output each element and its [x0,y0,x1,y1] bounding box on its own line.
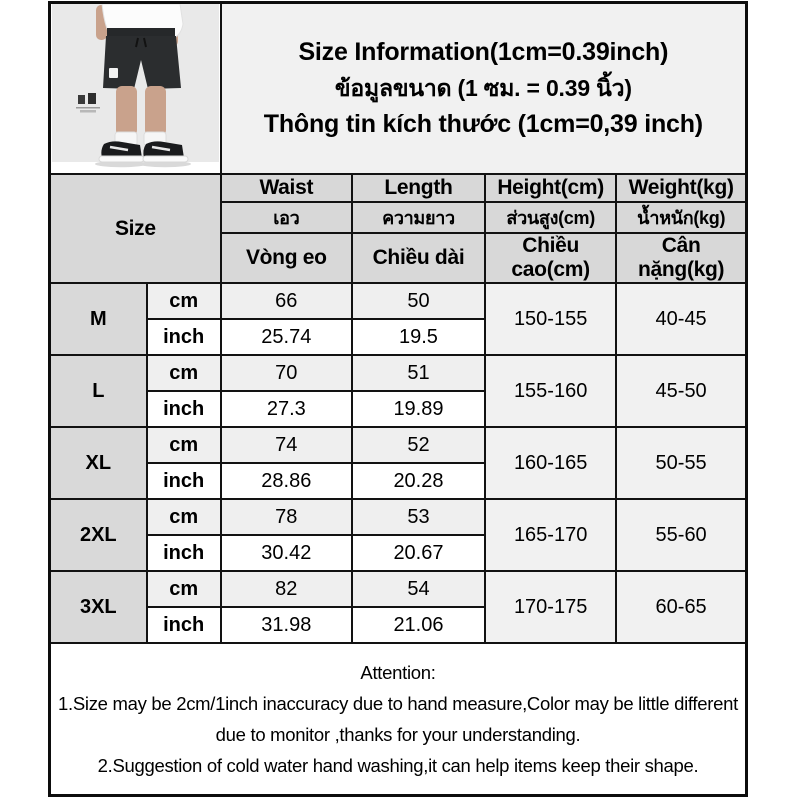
length-cm-value: 50 [352,283,485,319]
size-label-2xl: 2XL [50,499,147,571]
title-vietnamese: Thông tin kích thước (1cm=0,39 inch) [263,110,703,138]
model-photo-illustration [52,4,219,168]
unit-label-inch: inch [147,463,221,499]
attention-line-1: 1.Size may be 2cm/1inch inaccuracy due to hand measure,Color may be little different due to monitor ,thanks for your understanding. [58,693,738,745]
waist-inch-value: 31.98 [221,607,352,643]
length-cm-value: 52 [352,427,485,463]
col-header-height-th: ส่วนสูง(cm) [485,202,616,233]
weight-range-value: 40-45 [616,283,746,355]
length-inch-value: 20.28 [352,463,485,499]
weight-range-value: 60-65 [616,571,746,643]
unit-label-inch: inch [147,535,221,571]
size-label-m: M [50,283,147,355]
col-header-weight-en: Weight(kg) [616,174,746,202]
attention-heading: Attention: [360,662,436,683]
length-inch-value: 19.5 [352,319,485,355]
waist-inch-value: 27.3 [221,391,352,427]
size-label-l: L [50,355,147,427]
weight-range-value: 45-50 [616,355,746,427]
title-english: Size Information(1cm=0.39inch) [298,38,669,66]
height-range-value: 160-165 [485,427,616,499]
col-header-weight-th: น้ำหนัก(kg) [616,202,746,233]
unit-label-cm: cm [147,283,221,319]
left-leg [116,86,137,136]
length-cm-value: 54 [352,571,485,607]
length-inch-value: 21.06 [352,607,485,643]
weight-range-value: 55-60 [616,499,746,571]
waist-inch-value: 30.42 [221,535,352,571]
height-range-value: 150-155 [485,283,616,355]
size-column-header: Size [50,174,221,283]
unit-label-inch: inch [147,391,221,427]
col-header-length-en: Length [352,174,485,202]
unit-label-cm: cm [147,499,221,535]
waist-cm-value: 82 [221,571,352,607]
size-label-xl: XL [50,427,147,499]
height-range-value: 170-175 [485,571,616,643]
col-header-height-vi: Chiều cao(cm) [485,233,616,283]
length-cm-value: 53 [352,499,485,535]
title-thai: ข้อมูลขนาด (1 ซม. = 0.39 นิ้ว) [334,75,632,101]
waist-cm-value: 74 [221,427,352,463]
col-header-length-vi: Chiều dài [352,233,485,283]
size-info-title-block [221,3,747,175]
attention-line-2: 2.Suggestion of cold water hand washing,it can help items keep their shape. [97,755,699,776]
unit-label-inch: inch [147,607,221,643]
col-header-waist-th: เอว [221,202,352,233]
length-cm-value: 51 [352,355,485,391]
waist-cm-value: 70 [221,355,352,391]
size-chart [48,1,748,797]
col-header-waist-en: Waist [221,174,352,202]
length-inch-value: 19.89 [352,391,485,427]
size-label-3xl: 3XL [50,571,147,643]
right-leg [145,86,166,136]
col-header-weight-vi: Cân nặng(kg) [616,233,746,283]
col-header-length-th: ความยาว [352,202,485,233]
waist-inch-value: 25.74 [221,319,352,355]
height-range-value: 165-170 [485,499,616,571]
weight-range-value: 50-55 [616,427,746,499]
waist-cm-value: 66 [221,283,352,319]
col-header-waist-vi: Vòng eo [221,233,352,283]
unit-label-inch: inch [147,319,221,355]
waist-inch-value: 28.86 [221,463,352,499]
shorts-label-patch [109,68,118,78]
unit-label-cm: cm [147,427,221,463]
col-header-height-en: Height(cm) [485,174,616,202]
unit-label-cm: cm [147,571,221,607]
height-range-value: 155-160 [485,355,616,427]
attention-note [50,643,747,796]
unit-label-cm: cm [147,355,221,391]
product-photo [50,3,221,175]
waist-cm-value: 78 [221,499,352,535]
length-inch-value: 20.67 [352,535,485,571]
